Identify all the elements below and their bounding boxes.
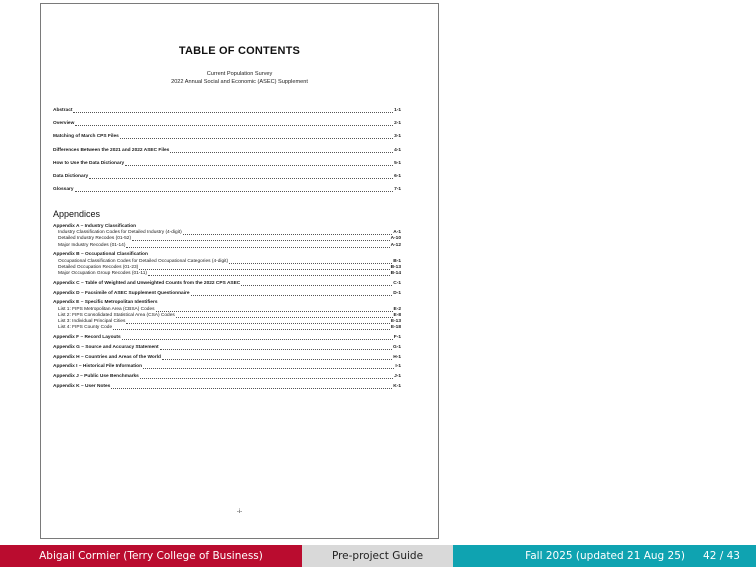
appendix-subentry[interactable]: Industry Classification Codes for Detailed Industry (4-digit) A-1	[58, 230, 401, 236]
appendix-c-entry[interactable]: Appendix C – Table of Weighted and Unweighted Counts from the 2022 CPS ASEC C-1	[53, 280, 401, 286]
appendix-a-heading[interactable]: Appendix A – Industry Classification	[53, 224, 137, 229]
toc-entry[interactable]: Matching of March CPS Files 3-1	[53, 134, 401, 140]
appendix-subentry[interactable]: List 3: Individual Principal Cities E-13	[58, 319, 401, 325]
appendix-e-heading[interactable]: Appendix E – Specific Metropolitan Identifiers	[53, 300, 158, 306]
toc-entry[interactable]: How to Use the Data Dictionary 5-1	[53, 160, 401, 166]
appendix-subentry[interactable]: Detailed Occupation Recodes (01-23) B-13	[58, 264, 401, 270]
appendix-subentry[interactable]: List 2: FIPS Consolidated Statistical Area (CSA) Codes E-8	[58, 312, 401, 318]
appendix-i-entry[interactable]: Appendix I – Historical File Information I-1	[53, 364, 401, 370]
footer-date: Fall 2025 (updated 21 Aug 25)	[525, 550, 686, 562]
appendix-f-entry[interactable]: Appendix F – Record Layouts F-1	[53, 335, 401, 341]
appendix-subentry[interactable]: List 1: FIPS Metropolitan Area (CBSA) Codes E-2	[58, 306, 401, 312]
toc-entry[interactable]: Glossary 7-1	[53, 187, 401, 193]
appendix-subentry[interactable]: Major Occupation Group Recodes (01-11) B-14	[58, 271, 401, 277]
appendix-subentry[interactable]: Detailed Industry Recodes (01-52) A-10	[58, 236, 401, 242]
toc-entry[interactable]: Data Dictionary 6-1	[53, 173, 401, 179]
toc-entry[interactable]: Overview 2-1	[53, 121, 401, 127]
slide-total: 43	[726, 550, 740, 562]
appendices-heading: Appendices	[53, 209, 101, 219]
appendices-list	[53, 224, 401, 390]
toc-title: TABLE OF CONTENTS	[178, 45, 301, 57]
slide-footer	[0, 545, 756, 567]
footer-title: Pre-project Guide	[302, 545, 453, 567]
appendix-subentry[interactable]: Major Industry Recodes (01-14) A-12	[58, 242, 401, 248]
footer-author: Abigail Cormier (Terry College of Business)	[0, 545, 302, 567]
slide-separator: /	[719, 550, 724, 562]
appendix-b-heading[interactable]: Appendix B – Occupational Classification	[53, 252, 148, 258]
footer-date-and-slide-number	[453, 545, 756, 567]
appendix-d-entry[interactable]: Appendix D – Facsimile of ASEC Supplement Questionnaire D-1	[53, 290, 401, 296]
toc-subtitle-survey: Current Population Survey	[206, 71, 273, 77]
document-page-number: -i-	[236, 509, 243, 515]
appendix-h-entry[interactable]: Appendix H – Countries and Areas of the World H-1	[53, 354, 401, 360]
appendix-subentry[interactable]: List 4: FIPS County Code E-18	[58, 325, 401, 331]
slide-current: 42	[703, 550, 717, 562]
appendix-subentry[interactable]: Occupational Classification Codes for Detailed Occupational Categories (4-digit) B-1	[58, 258, 401, 264]
appendix-j-entry[interactable]: Appendix J – Public Use Benchmarks J-1	[53, 374, 401, 380]
toc-entry[interactable]: Abstract 1-1	[53, 107, 401, 113]
toc-subtitle-supplement: 2022 Annual Social and Economic (ASEC) Supplement	[171, 79, 308, 85]
appendix-g-entry[interactable]: Appendix G – Source and Accuracy Statement G-1	[53, 344, 401, 350]
toc-main-list	[53, 101, 401, 193]
toc-entry[interactable]: Differences Between the 2021 and 2022 ASEC Files 4-1	[53, 147, 401, 153]
document-page	[40, 3, 439, 539]
appendix-k-entry[interactable]: Appendix K – User Notes K-1	[53, 384, 401, 389]
